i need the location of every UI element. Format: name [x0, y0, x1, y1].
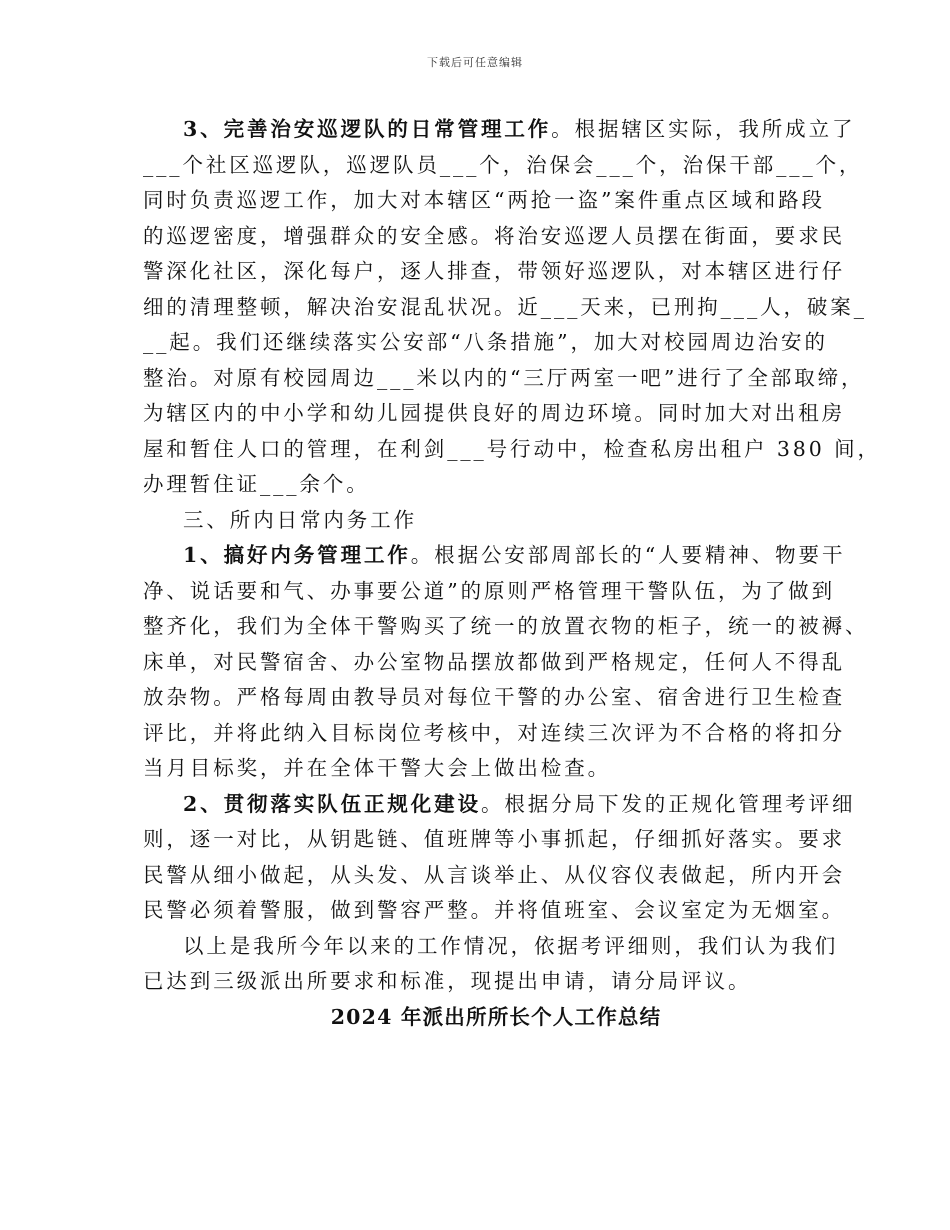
document-body	[143, 112, 881, 1035]
paragraph-line: 则，逐一对比，从钥匙链、值班牌等小事抓起，仔细抓好落实。要求	[143, 827, 845, 851]
paragraph-line: 民警从细小做起，从头发、从言谈举止、从仪容仪表做起，所内开会	[143, 862, 845, 887]
paragraph-line: 评比，并将此纳入目标岗位考核中，对连续三次评为不合格的将扣分	[143, 720, 845, 745]
paragraph-line: 警深化社区，深化每户，逐人排查，带领好巡逻队，对本辖区进行仔	[143, 259, 845, 283]
section-heading: 1、搞好内务管理工作	[183, 543, 411, 567]
section-heading: 2、贯彻落实队伍正规化建设	[183, 791, 481, 816]
part-heading: 三、所内日常内务工作	[183, 507, 417, 532]
paragraph-line: 民警必须着警服，做到警容严整。并将值班室、会议室定为无烟室。	[143, 898, 845, 922]
paragraph-line	[143, 787, 856, 823]
paragraph-line: 整齐化，我们为全体干警购买了统一的放置衣物的柜子，统一的被褥、	[143, 614, 869, 638]
paragraph-line: __起。我们还继续落实公安部“八条措施”，加大对校园周边治安的	[143, 330, 828, 354]
paragraph-line: 整治。对原有校园周边___米以内的“三厅两室一吧”进行了全部取缔，	[143, 365, 865, 390]
paragraph-text: 。根据公安部周部长的“人要精神、物要干	[410, 543, 846, 567]
paragraph-line	[143, 538, 846, 574]
paragraph-line: 净、说话要和气、办事要公道”的原则严格管理干警队伍，为了做到	[143, 578, 835, 603]
paragraph-line: 床单，对民警宿舍、办公室物品摆放都做到严格规定，任何人不得乱	[143, 649, 845, 674]
paragraph-line: 同时负责巡逻工作，加大对本辖区“两抢一盗”案件重点区域和路段	[143, 188, 825, 212]
paragraph-line: 细的清理整顿，解决治安混乱状况。近___天来，已刑拘___人，破案_	[143, 294, 867, 319]
page-header: 下载后可任意编辑	[427, 56, 523, 69]
section-heading: 3、完善治安巡逻队的日常管理工作	[183, 117, 552, 141]
paragraph-line: 为辖区内的中小学和幼儿园提供良好的周边环境。同时加大对出租房	[143, 401, 845, 425]
paragraph-line: 放杂物。严格每周由教导员对每位干警的办公室、宿舍进行卫生检查	[143, 685, 845, 709]
paragraph-text: 。根据分局下发的正规化管理考评细	[480, 791, 856, 816]
paragraph-line: ___个社区巡逻队，巡逻队员___个，治保会___个，治保干部___个，	[143, 152, 863, 177]
paragraph-line: 已达到三级派出所要求和标准，现提出申请，请分局评议。	[143, 969, 752, 993]
paragraph-line	[143, 112, 856, 148]
paragraph-line: 屋和暂住人口的管理，在利剑___号行动中，检查私房出租户 380 间，	[143, 436, 881, 461]
paragraph-line: 以上是我所今年以来的工作情况，依据考评细则，我们认为我们	[183, 933, 839, 958]
paragraph-line: 当月目标奖，并在全体干警大会上做出检查。	[143, 756, 611, 780]
paragraph-text: 。根据辖区实际，我所成立了	[551, 117, 856, 141]
paragraph-line: 办理暂住证___余个。	[143, 472, 370, 496]
paragraph-line: 的巡逻密度，增强群众的安全感。将治安巡逻人员摆在街面，要求民	[143, 223, 845, 248]
document-title: 2024 年派出所所长个人工作总结	[330, 1004, 662, 1029]
